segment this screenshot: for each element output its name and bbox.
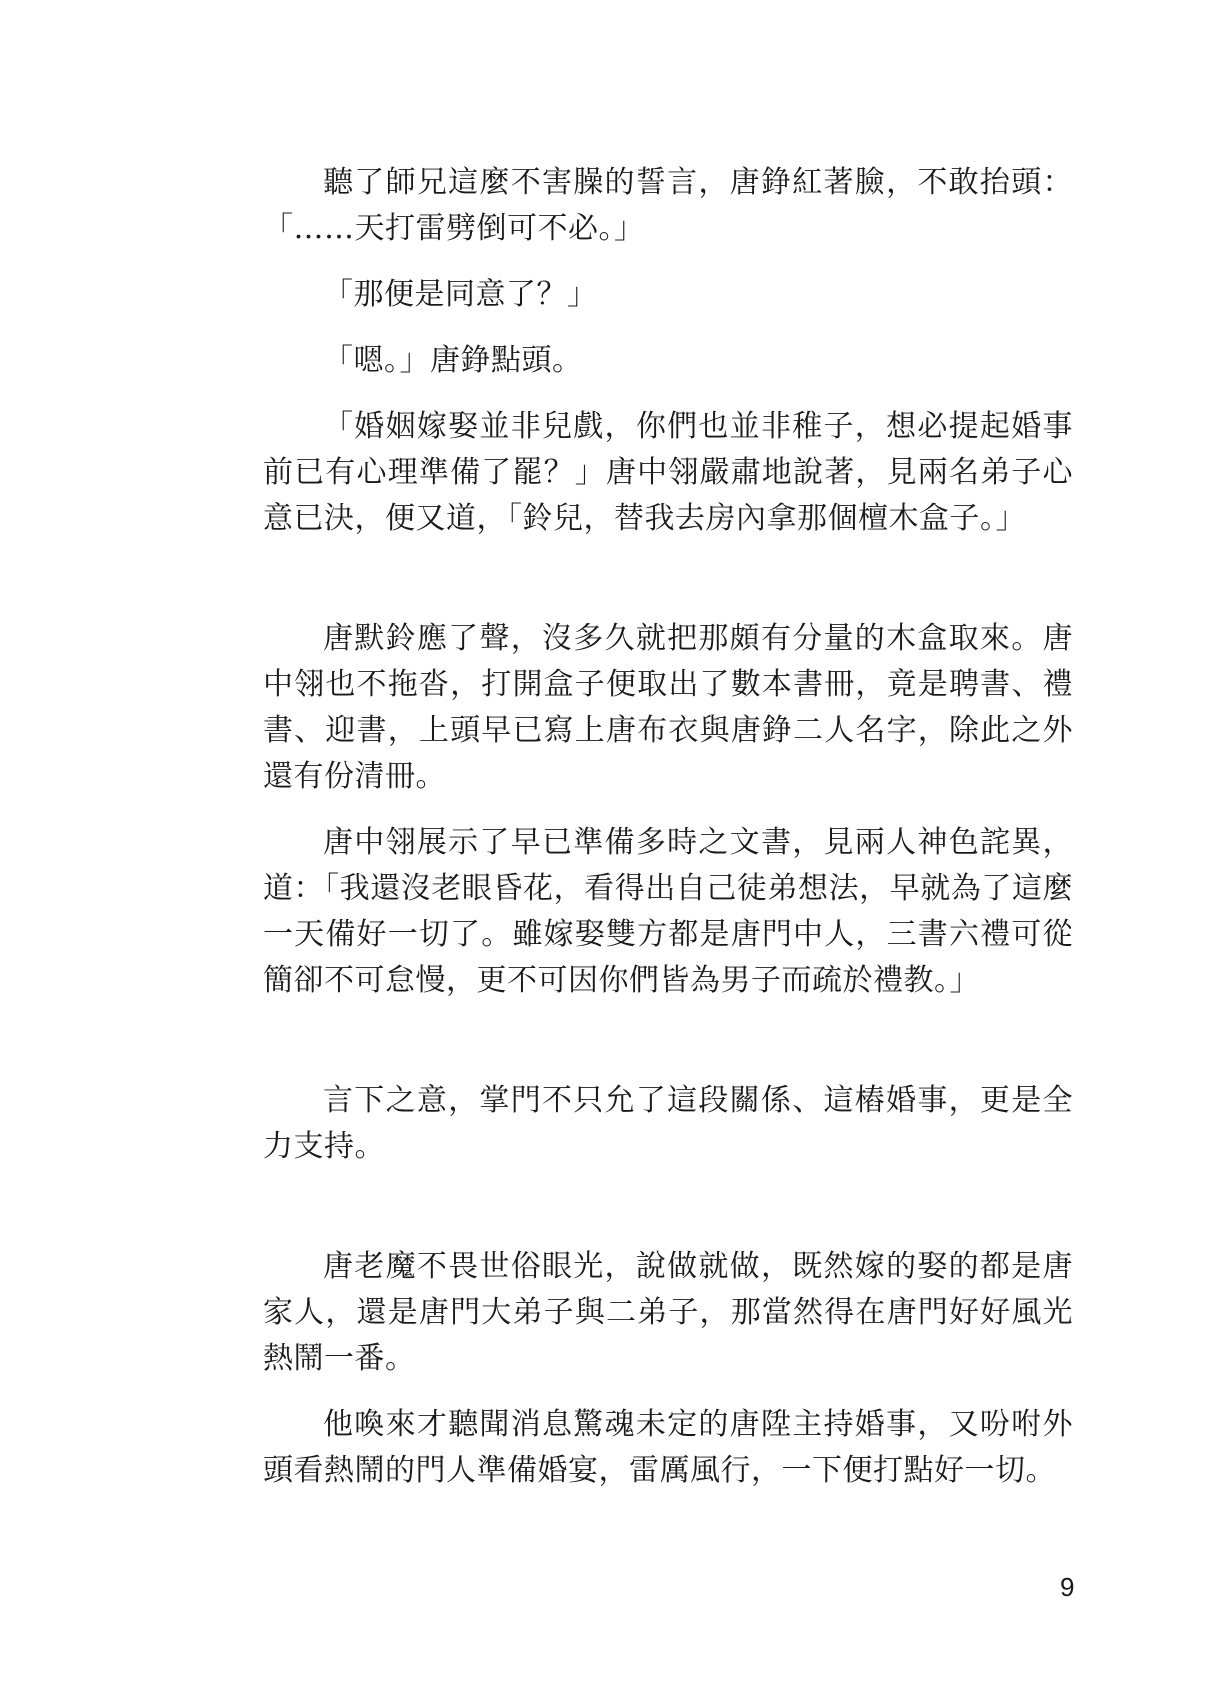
paragraph: 「婚姻嫁娶並非兒戲，你們也並非稚子，想必提起婚事前已有心理準備了罷？」唐中翎嚴肅地說著，見兩名弟子心意已決，便又道，「鈴兒，替我去房內拿那個檀木盒子。」 [263,409,1073,536]
paragraph: 唐默鈴應了聲，沒多久就把那頗有分量的木盒取來。唐中翎也不拖沓，打開盒子便取出了數本書冊，竟是聘書、禮書、迎書，上頭早已寫上唐布衣與唐錚二人名字，除此之外還有份清冊。 [263,621,1073,794]
paragraph: 「那便是同意了？」 [323,277,598,312]
paragraph: 「嗯。」唐錚點頭。 [323,343,583,378]
paragraph: 言下之意，掌門不只允了這段關係、這樁婚事，更是全力支持。 [263,1083,1073,1164]
paragraph: 聽了師兄這麼不害臊的誓言，唐錚紅著臉，不敢抬頭：「……天打雷劈倒可不必。」 [263,165,1073,246]
page-number: 9 [1060,1572,1075,1602]
paragraph: 他喚來才聽聞消息驚魂未定的唐陞主持婚事，又吩咐外頭看熱鬧的門人準備婚宴，雷厲風行，一下便打點好一切。 [263,1407,1073,1488]
page-body [263,160,1073,1494]
paragraph: 唐中翎展示了早已準備多時之文書，見兩人神色詫異，道：「我還沒老眼昏花，看得出自己徒弟想法，早就為了這麼一天備好一切了。雖嫁娶雙方都是唐門中人，三書六禮可從簡卻不可怠慢，更不可因你們皆為男子而疏於禮教。」 [263,825,1073,998]
paragraph: 唐老魔不畏世俗眼光，說做就做，既然嫁的娶的都是唐家人，還是唐門大弟子與二弟子，那當然得在唐門好好風光熱鬧一番。 [263,1249,1073,1376]
